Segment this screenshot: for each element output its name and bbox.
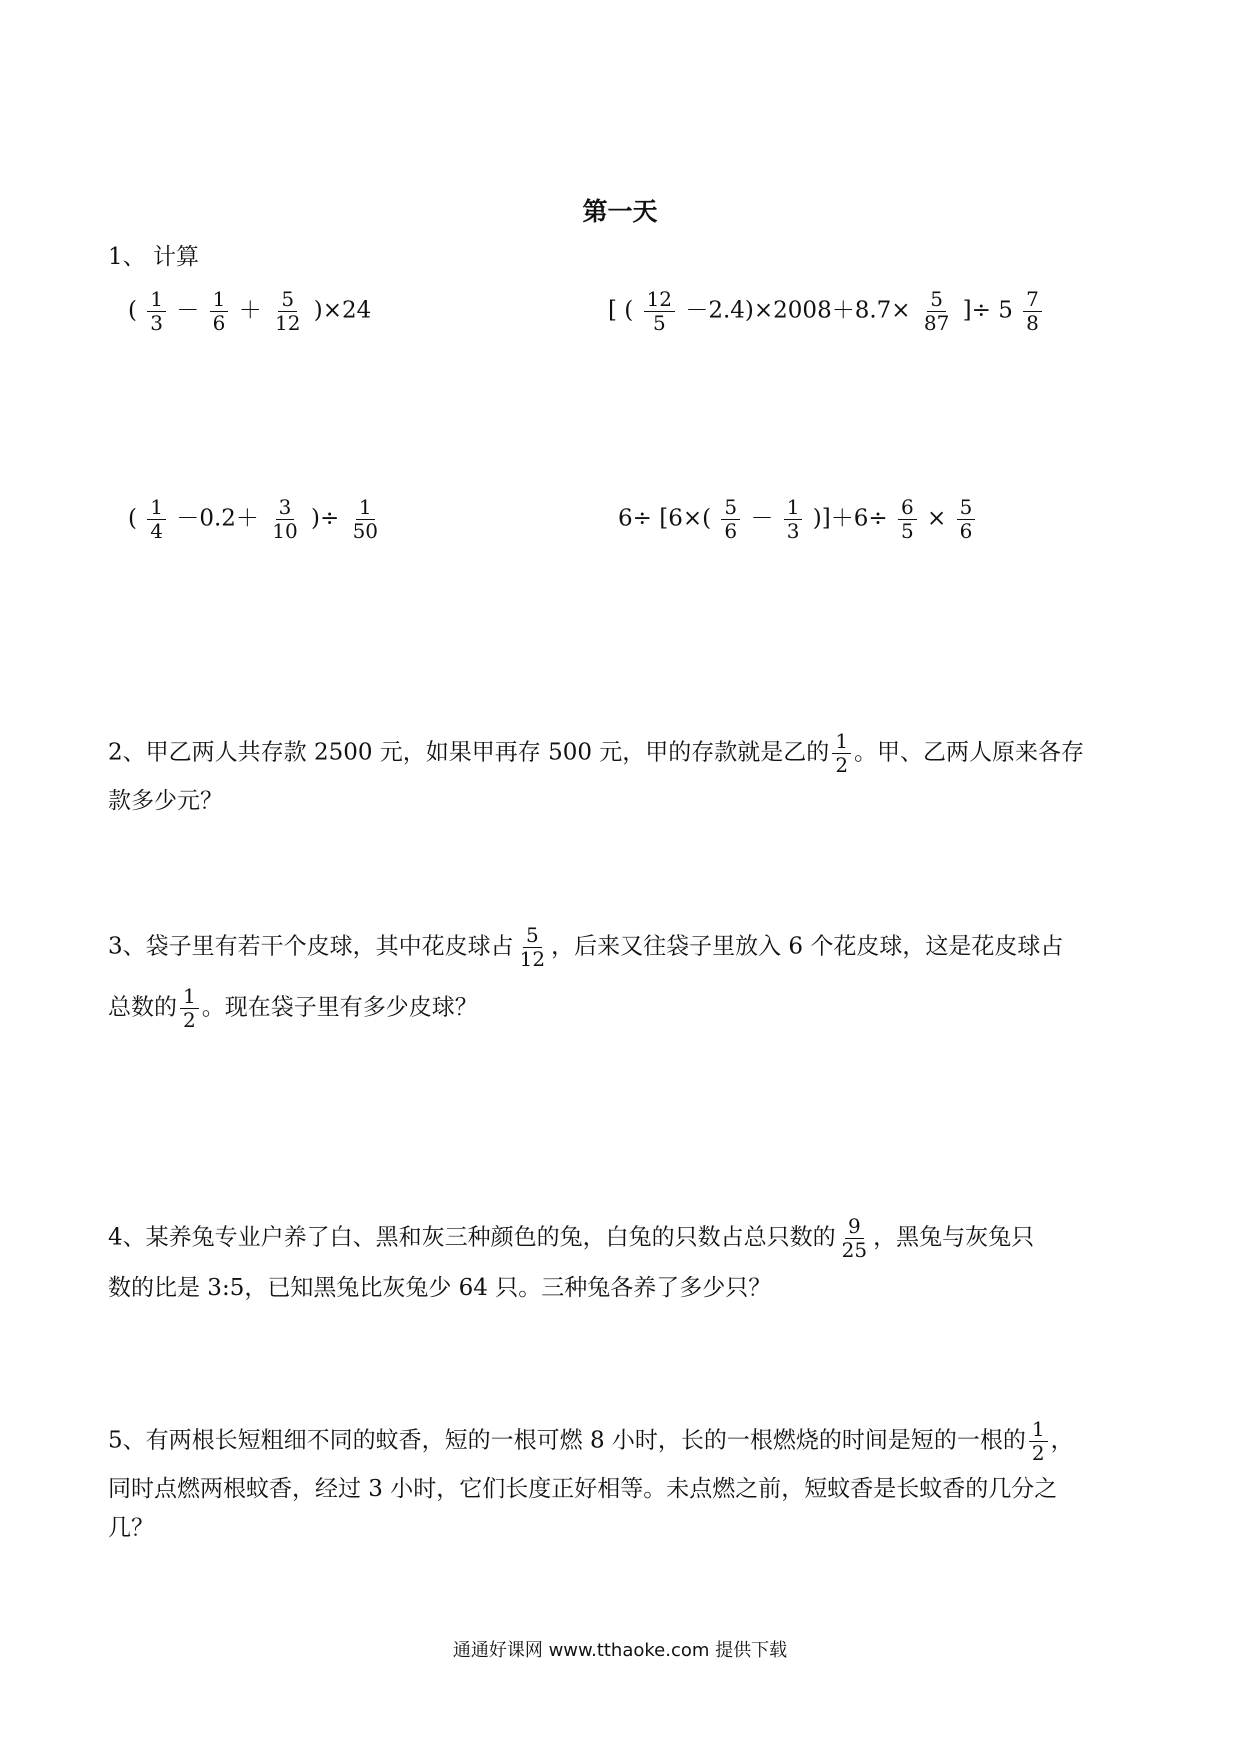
question-4 <box>108 1215 1138 1303</box>
question-4-line-1: 4、某养兔专业户养了白、黑和灰三种颜色的兔，白兔的只数占总只数的 $\frac{9}{25}$ ，黑兔与灰兔只 <box>108 1214 1035 1262</box>
fraction: $\frac{1}{2}$ <box>180 985 199 1032</box>
question-5 <box>108 1418 1138 1543</box>
fraction: $\frac{1}{50}$ <box>352 495 379 543</box>
fraction: $\frac{1}{2}$ <box>1029 1418 1048 1465</box>
q1-expression-1: ( $\frac{1}{3}$ － $\frac{1}{6}$ ＋ $\frac{5}{12}$ )×24 <box>128 287 372 335</box>
fraction: $\frac{1}{6}$ <box>210 288 229 335</box>
fraction: $\frac{9}{25}$ <box>841 1214 868 1262</box>
question-3 <box>108 924 1138 1032</box>
page-title: 第一天 <box>582 197 658 226</box>
fraction: $\frac{1}{2}$ <box>832 730 851 777</box>
fraction: $\frac{1}{3}$ <box>784 496 803 543</box>
question-2 <box>108 730 1138 816</box>
fraction: $\frac{5}{87}$ <box>923 287 950 335</box>
question-5-line-3: 几？ <box>108 1514 154 1541</box>
question-3-line-1: 3、袋子里有若干个皮球，其中花皮球占 $\frac{5}{12}$ ，后来又往袋子里放入 6 个花皮球，这是花皮球占 <box>108 923 1064 971</box>
fraction: $\frac{6}{5}$ <box>898 496 917 543</box>
q1-expression-4: 6÷ [6×( $\frac{5}{6}$ － $\frac{1}{3}$ )]＋6÷ $\frac{6}{5}$ × $\frac{5}{6}$ <box>618 496 978 543</box>
question-2-line-2: 款多少元？ <box>108 788 223 814</box>
fraction: $\frac{3}{10}$ <box>272 495 298 543</box>
question-3-line-2: 总数的 $\frac{1}{2}$ 。现在袋子里有多少皮球？ <box>108 984 478 1032</box>
fraction: $\frac{5}{12}$ <box>275 287 301 335</box>
fraction: $\frac{7}{8}$ <box>1023 288 1042 335</box>
q1-expression-2: [ ( $\frac{12}{5}$ －2.4)×2008＋8.7× $\frac{5}{87}$ ]÷ 5 $\frac{7}{8}$ <box>608 288 1045 335</box>
fraction: $\frac{5}{12}$ <box>519 923 546 971</box>
question-2-line-1: 2、甲乙两人共存款 2500 元，如果甲再存 500 元，甲的存款就是乙的 $\frac{1}{2}$ 。甲、乙两人原来各存 <box>108 729 1085 777</box>
fraction: $\frac{5}{6}$ <box>957 496 976 543</box>
fraction: $\frac{1}{4}$ <box>147 496 166 543</box>
question-5-line-1: 5、有两根长短粗细不同的蚊香，短的一根可燃 8 小时，长的一根燃烧的时间是短的一根的 $\frac{1}{2}$ ， <box>108 1417 1074 1465</box>
fraction: $\frac{1}{3}$ <box>147 288 166 335</box>
question-5-line-2: 同时点燃两根蚊香，经过 3 小时，它们长度正好相等。未点燃之前，短蚊香是长蚊香的几分之 <box>108 1476 1058 1502</box>
q1-expression-3: ( $\frac{1}{4}$ －0.2＋ $\frac{3}{10}$ )÷ $\frac{1}{50}$ <box>128 496 384 543</box>
fraction: $\frac{12}{5}$ <box>644 288 675 335</box>
question-4-line-2: 数的比是 3:5，已知黑兔比灰兔少 64 只。三种兔各养了多少只？ <box>108 1275 772 1301</box>
q1-label: 1、 计算 <box>108 244 199 270</box>
fraction: $\frac{5}{6}$ <box>721 496 740 543</box>
footer-credit: 通通好课网 www.tthaoke.com 提供下载 <box>452 1640 788 1661</box>
